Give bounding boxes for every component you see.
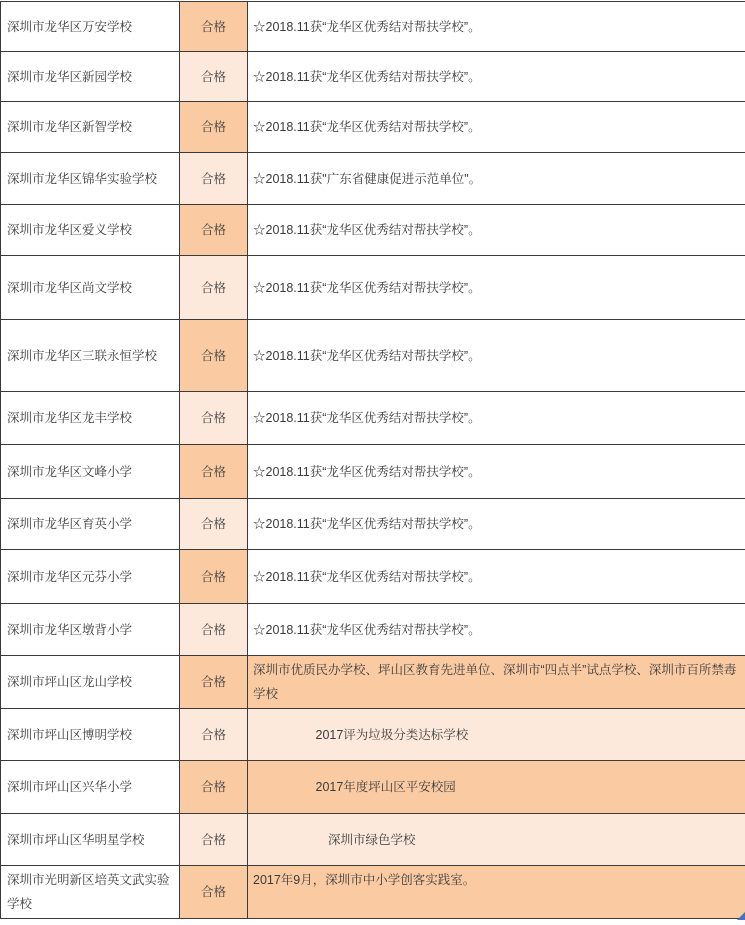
school-name-cell: 深圳市龙华区墩背小学	[1, 604, 180, 656]
remark-cell: 2017年9月，深圳市中小学创客实践室。	[248, 866, 745, 919]
remark-cell: ☆2018.11获“龙华区优秀结对帮扶学校”。	[248, 102, 745, 153]
status-cell: 合格	[180, 52, 248, 102]
table-row	[1, 153, 745, 205]
status-cell: 合格	[180, 814, 248, 866]
school-name-cell: 深圳市龙华区新智学校	[1, 102, 180, 153]
school-name-cell: 深圳市光明新区培英文武实验学校	[1, 866, 180, 919]
status-cell: 合格	[180, 320, 248, 392]
remark-cell: ☆2018.11获“龙华区优秀结对帮扶学校”。	[248, 52, 745, 102]
table-row	[1, 709, 745, 761]
school-results-table	[0, 1, 745, 919]
status-cell: 合格	[180, 499, 248, 550]
school-name-cell: 深圳市龙华区龙丰学校	[1, 392, 180, 445]
school-name-cell: 深圳市坪山区兴华小学	[1, 761, 180, 814]
table-row	[1, 320, 745, 392]
status-cell: 合格	[180, 205, 248, 256]
cell-corner-marker-icon	[737, 912, 745, 920]
remark-cell: ☆2018.11获“龙华区优秀结对帮扶学校”。	[248, 320, 745, 392]
table-row	[1, 499, 745, 550]
remark-cell: ☆2018.11获“龙华区优秀结对帮扶学校”。	[248, 2, 745, 52]
status-cell: 合格	[180, 153, 248, 205]
remark-cell: ☆2018.11获“龙华区优秀结对帮扶学校”。	[248, 604, 745, 656]
remark-cell: 深圳市优质民办学校、坪山区教育先进单位、深圳市“四点半”试点学校、深圳市百所禁毒学校	[248, 656, 745, 709]
remark-cell: 2017年度坪山区平安校园	[248, 761, 745, 814]
table-row	[1, 2, 745, 52]
status-cell: 合格	[180, 445, 248, 499]
table-row	[1, 205, 745, 256]
remark-cell: ☆2018.11获"广东省健康促进示范单位"。	[248, 153, 745, 205]
school-name-cell: 深圳市龙华区新园学校	[1, 52, 180, 102]
table-row	[1, 866, 745, 919]
status-cell: 合格	[180, 102, 248, 153]
table-row	[1, 445, 745, 499]
table-row	[1, 52, 745, 102]
status-cell: 合格	[180, 709, 248, 761]
table-row	[1, 814, 745, 866]
school-name-cell: 深圳市坪山区华明星学校	[1, 814, 180, 866]
table-row	[1, 656, 745, 709]
remark-cell: ☆2018.11获“龙华区优秀结对帮扶学校”。	[248, 392, 745, 445]
status-cell: 合格	[180, 761, 248, 814]
school-table-body	[1, 2, 745, 919]
school-name-cell: 深圳市龙华区文峰小学	[1, 445, 180, 499]
status-cell: 合格	[180, 2, 248, 52]
remark-cell: ☆2018.11获“龙华区优秀结对帮扶学校”。	[248, 445, 745, 499]
table-row	[1, 256, 745, 320]
table-row	[1, 761, 745, 814]
remark-cell: ☆2018.11获“龙华区优秀结对帮扶学校”。	[248, 205, 745, 256]
status-cell: 合格	[180, 550, 248, 604]
status-cell: 合格	[180, 866, 248, 919]
status-cell: 合格	[180, 656, 248, 709]
table-row	[1, 550, 745, 604]
school-name-cell: 深圳市龙华区育英小学	[1, 499, 180, 550]
school-name-cell: 深圳市龙华区三联永恒学校	[1, 320, 180, 392]
school-name-cell: 深圳市龙华区锦华实验学校	[1, 153, 180, 205]
remark-cell: 2017评为垃圾分类达标学校	[248, 709, 745, 761]
remark-cell: ☆2018.11获“龙华区优秀结对帮扶学校”。	[248, 499, 745, 550]
school-name-cell: 深圳市龙华区爱义学校	[1, 205, 180, 256]
school-name-cell: 深圳市坪山区龙山学校	[1, 656, 180, 709]
remark-cell: 深圳市绿色学校	[248, 814, 745, 866]
school-name-cell: 深圳市龙华区万安学校	[1, 2, 180, 52]
table-row	[1, 102, 745, 153]
remark-cell: ☆2018.11获“龙华区优秀结对帮扶学校”。	[248, 256, 745, 320]
status-cell: 合格	[180, 392, 248, 445]
table-row	[1, 604, 745, 656]
table-row	[1, 392, 745, 445]
school-name-cell: 深圳市坪山区博明学校	[1, 709, 180, 761]
status-cell: 合格	[180, 256, 248, 320]
school-name-cell: 深圳市龙华区尚文学校	[1, 256, 180, 320]
remark-cell: ☆2018.11获“龙华区优秀结对帮扶学校”。	[248, 550, 745, 604]
school-name-cell: 深圳市龙华区元芬小学	[1, 550, 180, 604]
status-cell: 合格	[180, 604, 248, 656]
